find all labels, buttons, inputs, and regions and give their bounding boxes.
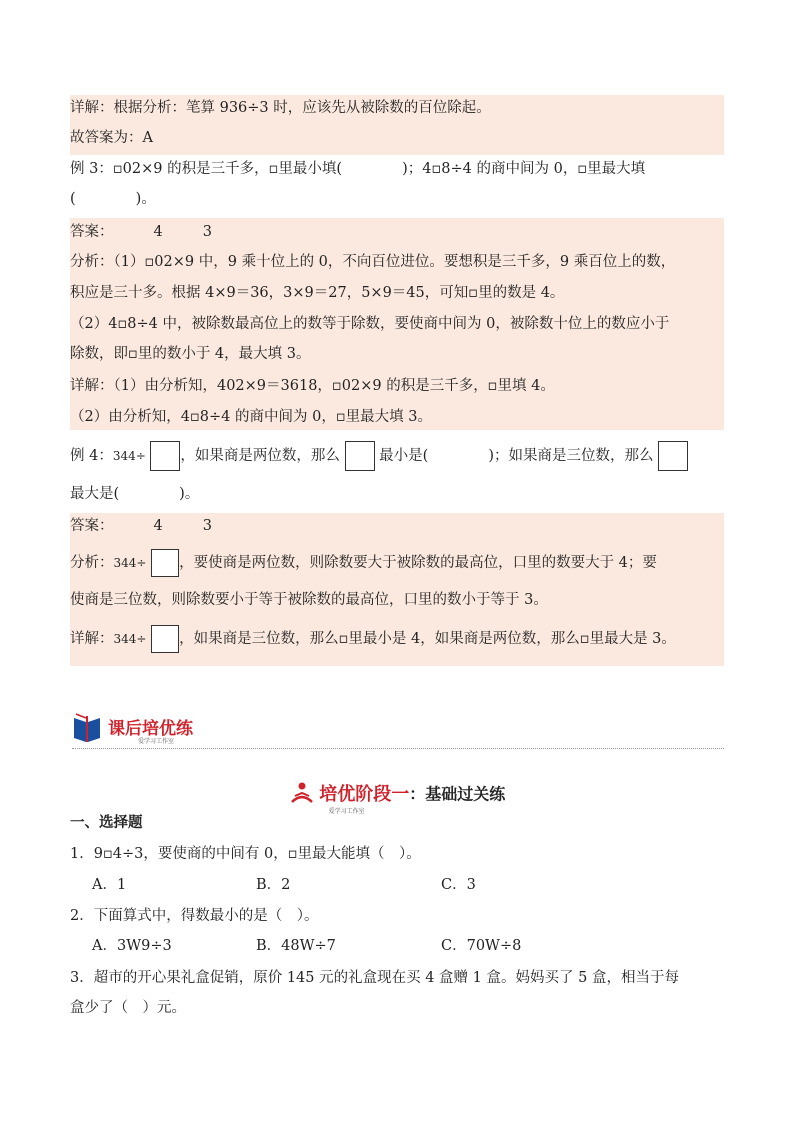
- stage-header: [0, 780, 794, 815]
- answer-3: 答案： 4 3: [70, 224, 212, 240]
- example-4-cont: 最大是( )。: [70, 486, 200, 502]
- question-3: 3．超市的开心果礼盒促销，原价 145 元的礼盒现在买 4 盒赠 1 盒。妈妈买了 5 盒，相当于每: [70, 970, 679, 986]
- answer-box: [151, 625, 179, 653]
- analysis-3-line: 分析：（1）▫02×9 中，9 乘十位上的 0，不向百位进位。要想积是三千多，9 乘百位上的数，: [70, 254, 676, 270]
- question-1: 1．9▫4÷3，要使商的中间有 0，▫里最大能填（ ）。: [70, 846, 421, 862]
- question-1-option-c: C．3: [441, 877, 476, 893]
- stage-name: 基础过关练: [425, 784, 506, 804]
- answer-text: 故答案为：A: [70, 130, 153, 146]
- stage-colon: ：: [409, 784, 426, 804]
- detail-3-line: 详解：（1）由分析知，402×9＝3618，▫02×9 的积是三千多，▫里填 4。: [70, 378, 555, 394]
- section-logo: [72, 712, 222, 750]
- question-3-cont: 盒少了（ ）元。: [70, 1000, 186, 1016]
- question-2: 2．下面算式中，得数最小的是（ ）。: [70, 908, 319, 924]
- question-2-option-a: A．3W9÷3: [92, 938, 172, 954]
- stage-subtitle: 爱学习工作室: [328, 808, 365, 815]
- question-1-option-b: B．2: [256, 877, 291, 893]
- analysis-3-line: 除数，即▫里的数小于 4，最大填 3。: [70, 346, 311, 362]
- answer-box: [151, 549, 179, 577]
- detail-3-line: （2）由分析知，4▫8÷4 的商中间为 0，▫里最大填 3。: [70, 409, 432, 425]
- example-4: 例 4：344÷ ，如果商是两位数，那么 最小是( )；如果商是三位数，那么: [70, 441, 688, 471]
- question-1-option-a: A．1: [92, 877, 127, 893]
- analysis-4: 分析：344÷ ，要使商是两位数，则除数要大于被除数的最高位，口里的数要大于 4；要: [70, 548, 657, 578]
- answer-4: 答案： 4 3: [70, 518, 212, 534]
- detail-4: 详解：344÷ ，如果商是三位数，那么▫里最小是 4，如果商是两位数，那么▫里最大是 3。: [70, 624, 676, 654]
- example-3-cont: ( )。: [70, 191, 156, 207]
- answer-box: [150, 441, 180, 471]
- answer-box: [658, 441, 688, 471]
- reading-person-icon: [289, 780, 315, 806]
- divider: [72, 748, 724, 749]
- answer-box: [345, 441, 375, 471]
- analysis-3-line: 积应是三十多。根据 4×9＝36，3×9＝27，5×9＝45，可知▫里的数是 4。: [70, 285, 565, 301]
- question-2-option-c: C．70W÷8: [441, 938, 522, 954]
- section-subtitle: 爱学习工作室: [138, 738, 175, 745]
- analysis-3-line: （2）4▫8÷4 中，被除数最高位上的数等于除数，要使商中间为 0，被除数十位上的数应小于: [70, 316, 670, 332]
- section-title: 课后培优练: [108, 719, 193, 739]
- stage-title: 培优阶段一: [319, 784, 410, 805]
- question-2-option-b: B．48W÷7: [256, 938, 336, 954]
- question-heading: 一、选择题: [70, 814, 143, 831]
- analysis-4-line: 使商是三位数，则除数要小于等于被除数的最高位，口里的数小于等于 3。: [70, 592, 548, 608]
- detail-text: 详解：根据分析：笔算 936÷3 时，应该先从被除数的百位除起。: [70, 100, 491, 116]
- example-3: 例 3：▫02×9 的积是三千多，▫里最小填( )；4▫8÷4 的商中间为 0，▫里最大填: [70, 161, 646, 177]
